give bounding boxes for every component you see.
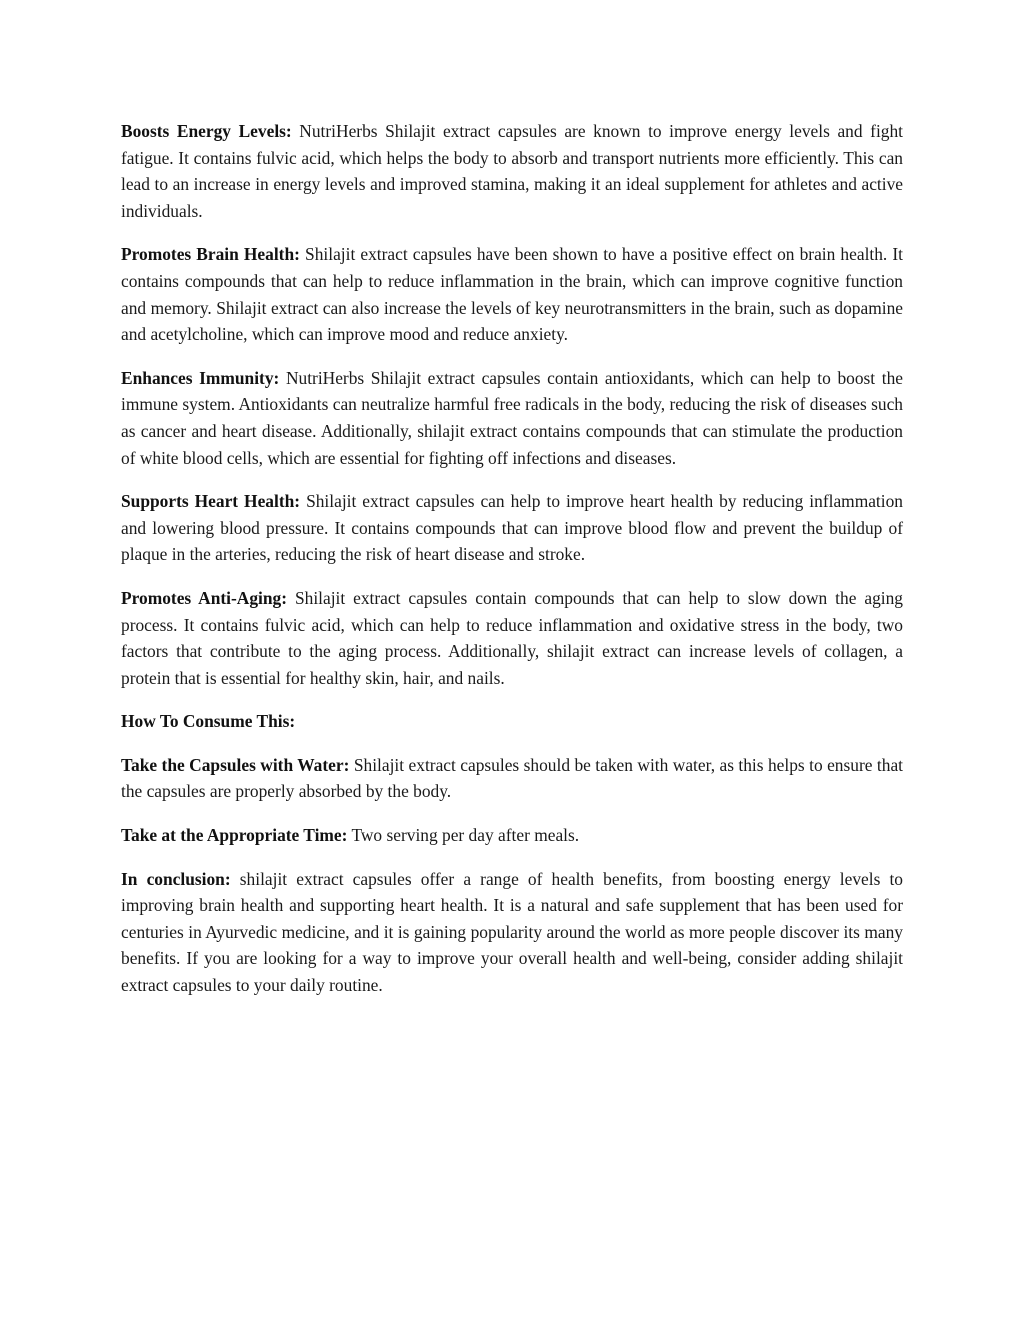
paragraph-heading: In conclusion: [121, 868, 231, 889]
section-heading-how-to-consume [121, 708, 903, 735]
paragraph-body: Shilajit extract capsules can help to improve heart health by reducing inflammation and lowering blood pressure. It contains compounds that can improve blood flow and prevent the buildup of plaque in the arteries, reducing the risk of heart disease and stroke. [121, 491, 903, 565]
paragraph-body: Shilajit extract capsules should be taken with water, as this helps to ensure that the capsules are properly absorbed by the body. [121, 754, 903, 802]
paragraph-body: Two serving per day after meals. [347, 825, 580, 846]
paragraph-heart-health [121, 488, 903, 568]
paragraph-appropriate-time [121, 822, 903, 849]
paragraph-brain-health [121, 241, 903, 347]
paragraph-heading: Supports Heart Health: [121, 491, 301, 512]
paragraph-body: shilajit extract capsules offer a range of health benefits, from boosting energy levels to improving brain health and supporting heart health. It is a natural and safe supplement that has been used for centuries in Ayurvedic medicine, and it is gaining popularity around the world as more people discover its many benefits. If you are looking for a way to improve your overall health and well-being, consider adding shilajit extract capsules to your daily routine. [121, 868, 903, 996]
paragraph-body: Shilajit extract capsules have been shown to have a positive effect on brain health. It contains compounds that can help to reduce inflammation in the brain, which can improve cognitive function and memory. Shilajit extract can also increase the levels of key neurotransmitters in the brain, such as dopamine and acetylcholine, which can improve mood and reduce anxiety. [121, 244, 904, 345]
paragraph-heading: Promotes Brain Health: [121, 244, 300, 265]
paragraph-body: NutriHerbs Shilajit extract capsules are known to improve energy levels and fight fatigue. It contains fulvic acid, which helps the body to absorb and transport nutrients more efficiently. This can lead to an increase in energy levels and improved stamina, making it an ideal supplement for athletes and active individuals. [121, 121, 903, 221]
paragraph-immunity [121, 365, 903, 471]
paragraph-heading: Enhances Immunity: [121, 367, 280, 388]
paragraph-heading: Take the Capsules with Water: [121, 754, 350, 775]
paragraph-heading: Promotes Anti-Aging: [121, 587, 288, 608]
paragraph-conclusion [121, 866, 903, 999]
paragraph-heading: How To Consume This: [121, 711, 296, 732]
paragraph-boosts-energy [121, 118, 903, 224]
paragraph-heading: Take at the Appropriate Time: [121, 825, 348, 846]
paragraph-anti-aging [121, 585, 903, 691]
paragraph-capsules-with-water [121, 752, 903, 805]
document-page [121, 118, 903, 1016]
paragraph-body: NutriHerbs Shilajit extract capsules contain antioxidants, which can help to boost the immune system. Antioxidants can neutralize harmful free radicals in the body, reducing the risk of diseases such as cancer and heart disease. Additionally, shilajit extract contains compounds that can stimulate the production of white blood cells, which are essential for fighting off infections and diseases. [121, 367, 903, 468]
paragraph-body: Shilajit extract capsules contain compounds that can help to slow down the aging process. It contains fulvic acid, which can help to reduce inflammation and oxidative stress in the body, two factors that contribute to the aging process. Additionally, shilajit extract can increase levels of collagen, a protein that is essential for healthy skin, hair, and nails. [121, 587, 903, 688]
paragraph-heading: Boosts Energy Levels: [121, 121, 292, 141]
